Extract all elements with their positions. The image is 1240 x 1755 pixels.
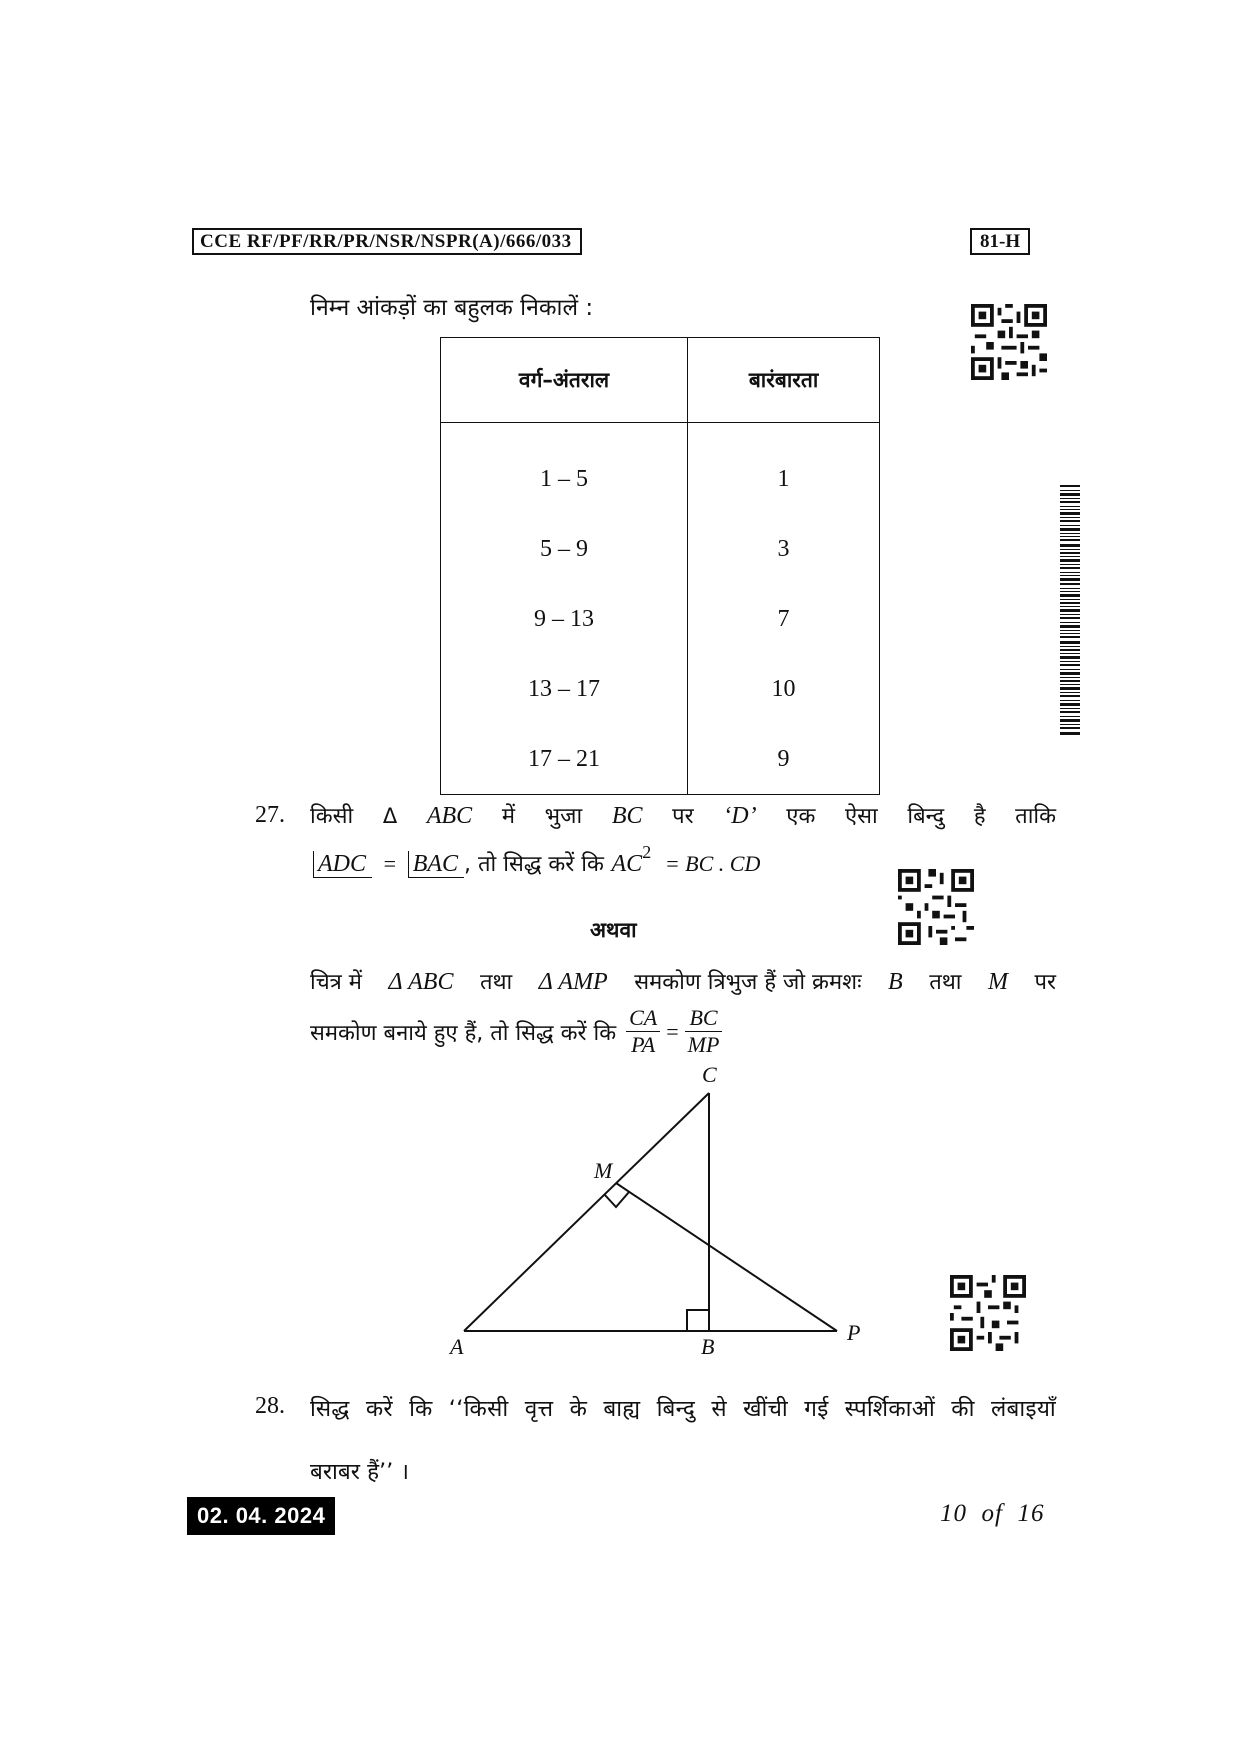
- q27-exponent: 2: [642, 842, 652, 862]
- table-cell: 9 – 13: [441, 584, 688, 654]
- table-row: [441, 514, 880, 584]
- q27-math: ‘D’: [723, 803, 757, 829]
- q27-word: किसी: [310, 804, 354, 829]
- q28-line-2: बराबर हैं’’ ।: [310, 1459, 410, 1485]
- equals-sign: =: [383, 851, 397, 876]
- question-number-28: 28.: [255, 1393, 285, 1419]
- q27-line-2: [313, 842, 761, 878]
- exam-date: 02. 04. 2024: [187, 1497, 335, 1535]
- table-cell: 13 – 17: [441, 654, 688, 724]
- q27-ac: AC: [611, 851, 643, 877]
- q27-alt-line-1: [310, 966, 1056, 996]
- or-separator: अथवा: [590, 918, 637, 942]
- q27-prove-text: , तो सिद्ध करें कि: [464, 852, 604, 877]
- fraction-numerator: BC: [685, 1005, 723, 1032]
- right-angle-mark-m: [604, 1192, 629, 1207]
- segment-mp: [616, 1183, 837, 1331]
- table-cell: 17 – 21: [441, 724, 688, 795]
- table-cell: 5 – 9: [441, 514, 688, 584]
- q27-math: ABC: [426, 803, 473, 829]
- fraction-denominator: PA: [631, 1032, 656, 1057]
- equals-sign: =: [666, 1018, 679, 1044]
- q27-alt-line-2: [310, 1005, 722, 1058]
- barcode-icon: [1060, 485, 1080, 737]
- q27-alt-text: पर: [1034, 970, 1056, 995]
- mode-question-intro: निम्न आंकड़ों का बहुलक निकालें :: [310, 295, 594, 321]
- frequency-table: [440, 337, 880, 795]
- q27-word: भुजा: [544, 804, 583, 829]
- qr-code-icon: [898, 869, 974, 945]
- q27-word: ऐसा: [845, 804, 878, 829]
- angle-bac: BAC: [408, 851, 464, 878]
- fraction-ca-pa: [626, 1005, 660, 1058]
- q27-rhs: = BC . CD: [664, 851, 761, 876]
- fraction-numerator: CA: [626, 1005, 660, 1032]
- q27-alt-text: चित्र में: [310, 970, 362, 995]
- table-row: [441, 724, 880, 795]
- angle-adc: ADC: [313, 851, 372, 878]
- fraction-denominator: MP: [687, 1032, 720, 1057]
- triangle-symbol: Δ: [382, 804, 398, 828]
- q27-alt-text: समकोण त्रिभुज हैं जो क्रमशः: [634, 970, 862, 995]
- point-label-b: B: [701, 1334, 715, 1359]
- question-number-27: 27.: [255, 802, 285, 828]
- q27-word: बिन्दु: [907, 804, 945, 829]
- subject-code: 81-H: [970, 228, 1030, 255]
- q27-alt-math: B: [888, 969, 903, 995]
- q27-math: BC: [611, 803, 643, 829]
- q27-alt-text: समकोण बनाये हुए हैं, तो सिद्ध करें कि: [310, 1020, 617, 1046]
- qr-code-icon: [950, 1275, 1026, 1351]
- table-row: [441, 584, 880, 654]
- table-cell: 1: [688, 423, 880, 515]
- q27-alt-text: तथा: [479, 970, 513, 995]
- q27-word: पर: [672, 804, 694, 829]
- fraction-bc-mp: [685, 1005, 723, 1058]
- table-cell: 7: [688, 584, 880, 654]
- q27-line-1: [310, 800, 1056, 830]
- page-number: 10 of 16: [940, 1500, 1045, 1527]
- q28-line-1: सिद्ध करें कि ‘‘किसी वृत्त के बाह्य बिन्दु से खींची गई स्पर्शिकाओं की लंबाइयाँ: [310, 1396, 1056, 1422]
- table-header-row: [441, 338, 880, 423]
- table-cell: 1 – 5: [441, 423, 688, 515]
- q27-alt-math: M: [987, 969, 1008, 995]
- point-label-m: M: [594, 1158, 613, 1183]
- point-label-p: P: [847, 1320, 861, 1345]
- q27-alt-math: Δ ABC: [388, 969, 454, 995]
- qr-code-icon: [971, 304, 1047, 380]
- table-cell: 9: [688, 724, 880, 795]
- q27-alt-text: तथा: [929, 970, 962, 995]
- q27-word: है: [973, 804, 986, 829]
- table-cell: 3: [688, 514, 880, 584]
- q27-word: में: [501, 804, 515, 829]
- triangle-figure: [440, 1060, 880, 1360]
- point-label-a: A: [450, 1334, 464, 1359]
- column-header-class-interval: वर्ग–अंतराल: [441, 338, 688, 423]
- table-row: [441, 423, 880, 515]
- q27-word: ताकि: [1015, 804, 1056, 829]
- table-row: [441, 654, 880, 724]
- point-label-c: C: [702, 1062, 717, 1087]
- right-angle-mark-b: [687, 1310, 709, 1331]
- q27-word: एक: [786, 804, 816, 829]
- q27-alt-math: Δ AMP: [538, 969, 608, 995]
- segment-ac: [464, 1093, 709, 1331]
- paper-code: CCE RF/PF/RR/PR/NSR/NSPR(A)/666/033: [192, 228, 582, 255]
- column-header-frequency: बारंबारता: [688, 338, 880, 423]
- table-cell: 10: [688, 654, 880, 724]
